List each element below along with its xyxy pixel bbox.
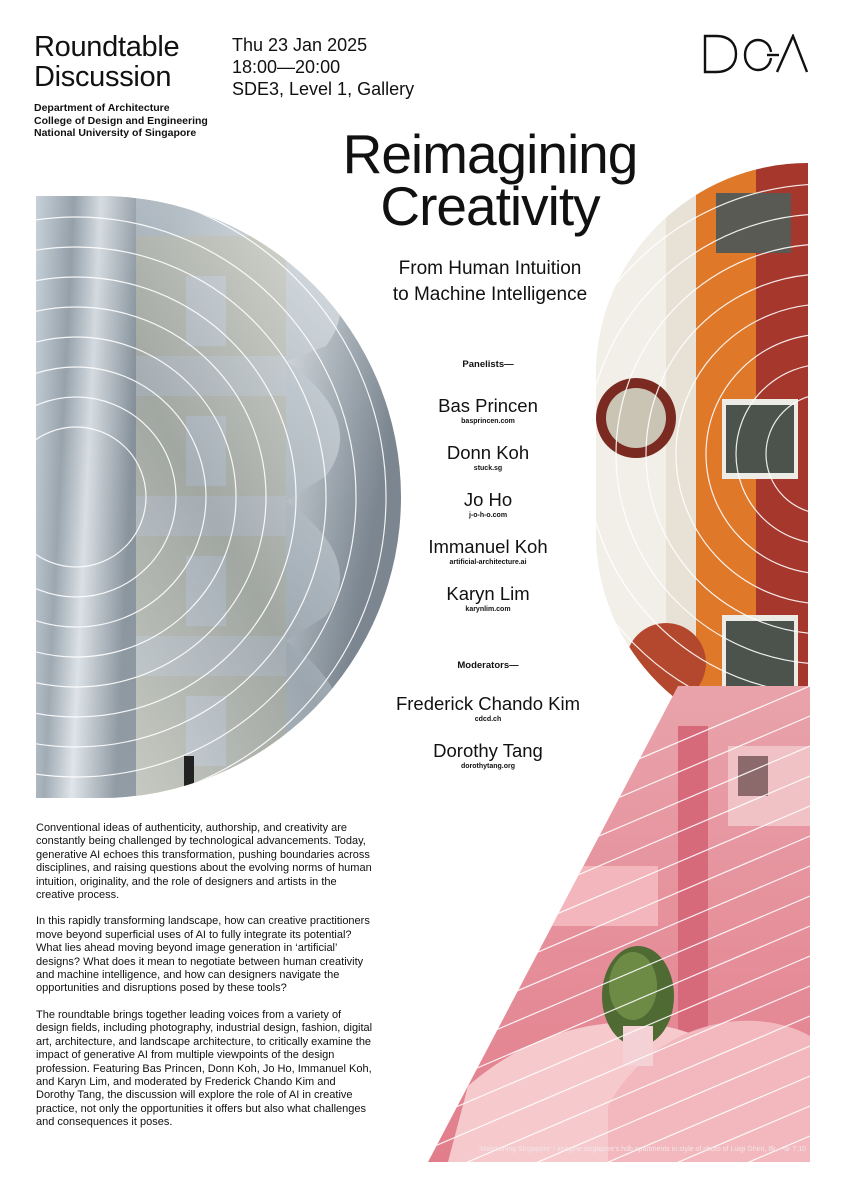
panelist-item (370, 395, 606, 426)
subtitle-line2: to Machine Intelligence (392, 284, 588, 305)
panelists-section (370, 359, 606, 614)
dept-line1: Department of Architecture (34, 102, 170, 114)
panelist-url[interactable]: j-o-h-o.com (468, 512, 508, 519)
panelist-item (370, 536, 606, 567)
moderators-label: Moderators— (457, 660, 519, 671)
dept-line2: College of Design and Engineering (34, 114, 208, 127)
moderator-name: Frederick Chando Kim (395, 693, 581, 714)
panelist-item (370, 442, 606, 473)
doa-logo (703, 34, 809, 74)
panelist-url[interactable]: karynlim.com (465, 606, 511, 613)
moderator-item (370, 740, 606, 771)
facade-photo-right (596, 163, 808, 745)
moderator-item (370, 693, 606, 724)
description-paragraph-2: In this rapidly transforming landscape, how can creative practitioners move beyond superficial uses of AI to fully integrate its potential? What lies ahead moving beyond image generation in ‘artificial’ designs? What does it mean to negotiate between human creativity and machine intelligence, and how can designers navigate the opportunities and disruptions posed by these tools? (36, 915, 370, 995)
description-paragraph-1: Conventional ideas of authenticity, authorship, and creativity are constantly being challenged by technological advancements. Today, generative AI echoes this transformation, pushing boundaries across disciplines, and raising questions about the evolving norms of human intuition, originality, and the role of designers and artists in the creative process. (36, 822, 372, 902)
panelist-item (370, 583, 606, 614)
panelist-name: Donn Koh (446, 442, 530, 463)
panelist-url[interactable]: basprincen.com (461, 418, 515, 425)
dept-line3: National University of Singapore (34, 127, 197, 139)
panelists-label: Panelists— (462, 359, 514, 370)
moderator-url[interactable]: cdcd.ch (474, 716, 502, 723)
event-time: 18:00—20:00 (232, 57, 341, 77)
panelist-name: Immanuel Koh (428, 536, 548, 557)
moderator-url[interactable]: dorothytang.org (460, 763, 516, 770)
panelist-name: Jo Ho (463, 489, 513, 510)
moderator-name: Dorothy Tang (433, 740, 543, 761)
event-subtitle (330, 256, 650, 308)
panelist-item (370, 489, 606, 520)
moderators-section (370, 660, 606, 771)
title-line1: Reimagining (342, 123, 638, 185)
subtitle-line1: From Human Intuition (398, 258, 582, 279)
event-date: Thu 23 Jan 2025 (232, 35, 368, 55)
event-type (34, 32, 179, 92)
event-type-line1: Roundtable (34, 31, 180, 63)
department-block (34, 102, 208, 140)
event-description (36, 822, 374, 1143)
event-venue: SDE3, Level 1, Gallery (232, 79, 415, 99)
event-type-line2: Discussion (34, 61, 172, 93)
description-paragraph-3: The roundtable brings together leading voices from a variety of design fields, including photography, industrial design, fashion, digital art, architecture, and landscape architecture, to critically examine the impact of generative AI from multiple viewpoints of the design profession. Featuring Bas Princen, Donn Koh, Jo Ho, Immanuel Koh, and Karyn Lim, and moderated by Frederick Chando Kim and Dorothy Tang, the discussion will explore the role of AI in creative practice, not only the opportunities it offers but also what challenges and consequences it poses. (36, 1008, 373, 1129)
panelist-url[interactable]: artificial-architecture.ai (449, 559, 527, 566)
title-line2: Creativity (380, 175, 600, 237)
event-title (300, 123, 680, 237)
panelist-name: Karyn Lim (446, 583, 530, 604)
event-meta (232, 34, 414, 100)
image-caption: ‘Maintaining Singapore’ / imagine singapore’s hdb apartments in style of photo of Luigi Ghirri, 8k, --ar 7:10 (478, 1146, 806, 1153)
panelist-name: Bas Princen (438, 395, 538, 416)
panelist-url[interactable]: stuck.sg (473, 465, 503, 472)
